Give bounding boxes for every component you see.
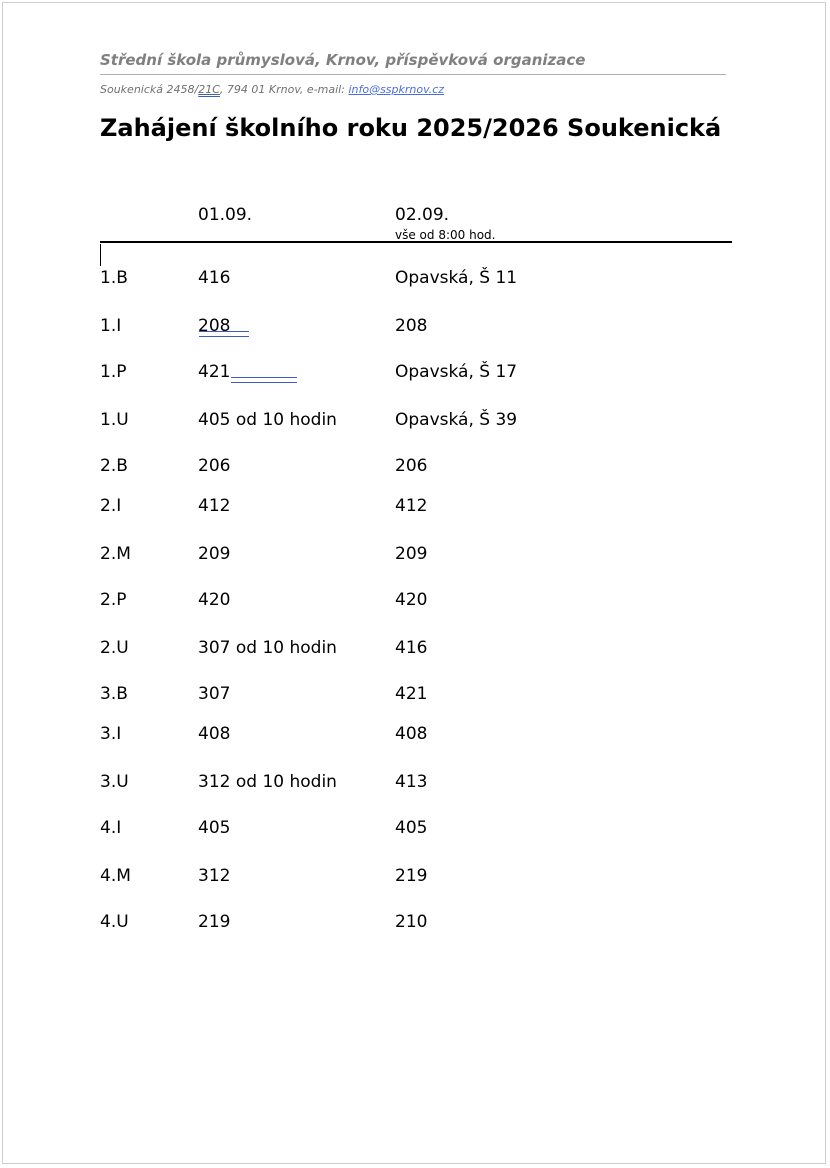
room-day2-cell: Opavská, Š 39 — [395, 410, 518, 430]
room-day1-cell: 408 — [198, 724, 231, 744]
double-underline-mark — [231, 377, 297, 383]
room-day2-cell: 421 — [395, 684, 428, 704]
class-cell: 2.M — [100, 544, 131, 564]
address-suffix: , 794 01 Krnov, e-mail: — [219, 83, 349, 96]
room-day1-cell: 420 — [198, 590, 231, 610]
room-day2-cell: Opavská, Š 11 — [395, 268, 518, 288]
organization-name: Střední škola průmyslová, Krnov, příspěvková organizace — [100, 51, 586, 69]
text-cursor — [100, 244, 101, 266]
class-cell: 4.M — [100, 866, 131, 886]
room-day2-cell: 408 — [395, 724, 428, 744]
class-cell: 3.I — [100, 724, 122, 744]
double-underline-mark — [199, 331, 249, 337]
class-cell: 4.I — [100, 818, 122, 838]
class-cell: 2.B — [100, 456, 128, 476]
address-number: 21C — [198, 83, 220, 96]
column-header-day1: 01.09. — [198, 205, 253, 225]
room-day2-cell: 416 — [395, 638, 428, 658]
class-cell: 1.U — [100, 410, 129, 430]
class-cell: 2.U — [100, 638, 129, 658]
class-cell: 1.I — [100, 316, 122, 336]
class-cell: 3.B — [100, 684, 128, 704]
email-link[interactable]: info@sspkrnov.cz — [348, 83, 445, 96]
class-cell: 1.P — [100, 362, 127, 382]
room-day2-cell: 405 — [395, 818, 428, 838]
class-cell: 1.B — [100, 268, 128, 288]
table-header-rule — [100, 241, 732, 243]
class-cell: 4.U — [100, 912, 129, 932]
room-day1-cell: 307 od 10 hodin — [198, 638, 337, 658]
room-day2-cell: 420 — [395, 590, 428, 610]
room-day1-cell: 412 — [198, 496, 231, 516]
room-day1-cell: 405 — [198, 818, 231, 838]
room-day2-cell: 412 — [395, 496, 428, 516]
class-cell: 3.U — [100, 772, 129, 792]
document-page — [2, 2, 826, 1164]
room-day2-cell: 206 — [395, 456, 428, 476]
room-day1-cell: 209 — [198, 544, 231, 564]
room-day1-cell: 312 od 10 hodin — [198, 772, 337, 792]
room-day1-cell: 307 — [198, 684, 231, 704]
room-day1-cell: 416 — [198, 268, 231, 288]
address-prefix: Soukenická 2458/ — [100, 83, 199, 96]
room-day1-cell: 206 — [198, 456, 231, 476]
room-day1-cell: 219 — [198, 912, 231, 932]
document-title: Zahájení školního roku 2025/2026 Soukenická — [100, 114, 722, 142]
room-day2-cell: 219 — [395, 866, 428, 886]
address-line — [100, 83, 444, 96]
room-day1-cell: 405 od 10 hodin — [198, 410, 337, 430]
room-day2-cell: 209 — [395, 544, 428, 564]
class-cell: 2.I — [100, 496, 122, 516]
room-day1-cell: 312 — [198, 866, 231, 886]
header-divider — [100, 74, 726, 75]
room-day1-cell: 208 — [198, 316, 231, 336]
room-day2-cell: 208 — [395, 316, 428, 336]
class-cell: 2.P — [100, 590, 127, 610]
room-day2-cell: Opavská, Š 17 — [395, 362, 518, 382]
room-day1-cell: 421 — [198, 362, 231, 382]
room-day2-cell: 413 — [395, 772, 428, 792]
room-day2-cell: 210 — [395, 912, 428, 932]
column-header-day2: 02.09. — [395, 205, 450, 225]
column-note-day2: vše od 8:00 hod. — [395, 228, 496, 242]
